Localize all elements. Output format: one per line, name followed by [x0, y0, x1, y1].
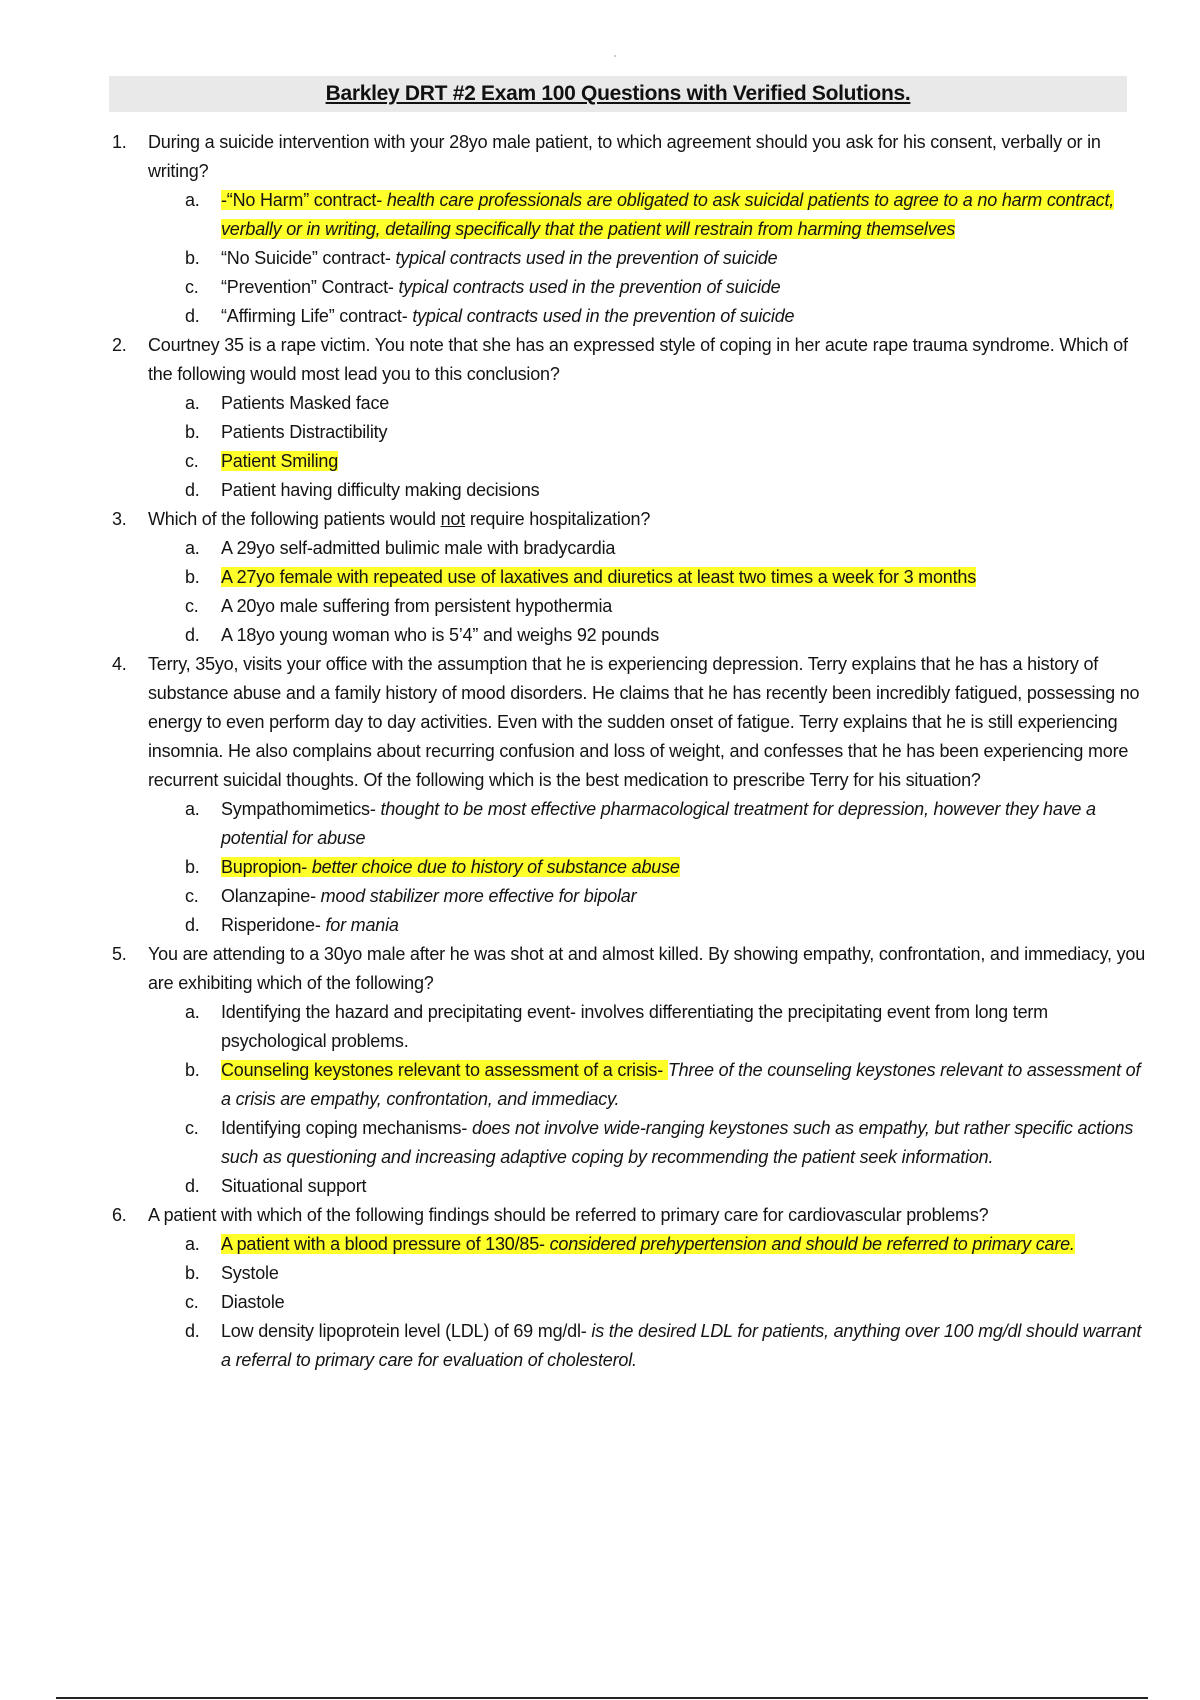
question-4: [112, 650, 1147, 795]
option-1d: [112, 302, 1147, 331]
option-letter: b.: [185, 567, 200, 587]
option-letter: d.: [185, 915, 200, 935]
option-text: “Prevention” Contract-: [221, 277, 399, 297]
option-letter: a.: [185, 190, 200, 210]
option-explanation: considered prehypertension and should be referred to primary care.: [549, 1234, 1075, 1254]
option-letter: c.: [185, 886, 199, 906]
question-stem: You are attending to a 30yo male after he was shot at and almost killed. By showing empathy, confrontation, and immediacy, you are exhibiting which of the following?: [148, 944, 1146, 993]
page-bottom-rule: [56, 1697, 1148, 1699]
option-explanation: better choice due to history of substance abuse: [311, 857, 680, 877]
option-letter: d.: [185, 1176, 200, 1196]
options-list: [112, 534, 1147, 650]
option-text: “Affirming Life” contract-: [221, 306, 413, 326]
option-letter: d.: [185, 625, 200, 645]
option-text: Sympathomimetics-: [221, 799, 381, 819]
question-number: 6.: [112, 1205, 127, 1225]
option-text: Bupropion-: [221, 857, 312, 877]
option-text: “No Suicide” contract-: [221, 248, 396, 268]
option-explanation: health care professionals are obligated to ask suicidal patients to agree to a no harm contract, verbally or in writing, detailing specifically that the patient will restrain from harming themselves: [221, 190, 1115, 239]
option-letter: d.: [185, 1321, 200, 1341]
correct-answer-highlight: [221, 857, 680, 877]
option-6c: [112, 1288, 1147, 1317]
option-letter: a.: [185, 393, 200, 413]
option-letter: c.: [185, 1292, 199, 1312]
option-text: Olanzapine-: [221, 886, 321, 906]
correct-answer-highlight: Patient Smiling: [221, 451, 339, 471]
option-letter: c.: [185, 596, 199, 616]
option-2a: [112, 389, 1147, 418]
option-explanation: thought to be most effective pharmacological treatment for depression, however they have a potential for abuse: [221, 799, 1096, 848]
option-text: Diastole: [221, 1292, 285, 1312]
options-list: [112, 1230, 1147, 1375]
option-text: Patient having difficulty making decisions: [221, 480, 540, 500]
option-5a: [112, 998, 1147, 1056]
option-6b: [112, 1259, 1147, 1288]
option-letter: a.: [185, 1234, 200, 1254]
question-number: 1.: [112, 132, 127, 152]
option-text: Risperidone-: [221, 915, 326, 935]
option-text: -“No Harm” contract-: [221, 190, 387, 210]
option-explanation: for mania: [325, 915, 399, 935]
option-explanation: typical contracts used in the prevention of suicide: [412, 306, 795, 326]
correct-answer-highlight: A 27yo female with repeated use of laxatives and diuretics at least two times a week for 3 months: [221, 567, 977, 587]
question-list: [112, 128, 1147, 1375]
title-banner: [109, 76, 1127, 112]
option-4c: [112, 882, 1147, 911]
option-text: A patient with a blood pressure of 130/85-: [221, 1234, 550, 1254]
option-text: Identifying coping mechanisms-: [221, 1118, 472, 1138]
option-text: A 20yo male suffering from persistent hypothermia: [221, 596, 613, 616]
option-explanation: does not involve wide-ranging keystones such as empathy, but rather specific actions such as questioning and increasing adaptive coping by recommending the patient seek information.: [221, 1118, 1134, 1167]
option-letter: c.: [185, 1118, 199, 1138]
option-explanation: Three of the counseling keystones relevant to assessment of a crisis are empathy, confrontation, and immediacy.: [221, 1060, 1141, 1109]
question-2: [112, 331, 1147, 389]
option-3b: [112, 563, 1147, 592]
option-2c: [112, 447, 1147, 476]
question-number: 2.: [112, 335, 127, 355]
option-letter: c.: [185, 451, 199, 471]
option-4a: [112, 795, 1147, 853]
options-list: [112, 186, 1147, 331]
option-letter: b.: [185, 1263, 200, 1283]
correct-answer-highlight: Counseling keystones relevant to assessment of a crisis-: [221, 1060, 668, 1080]
scan-speck: [614, 55, 616, 57]
question-stem-part: require hospitalization?: [465, 509, 651, 529]
option-2d: [112, 476, 1147, 505]
option-text: Low density lipoprotein level (LDL) of 69 mg/dl-: [221, 1321, 592, 1341]
option-text: A 29yo self-admitted bulimic male with bradycardia: [221, 538, 616, 558]
option-1a: [112, 186, 1147, 244]
option-4b: [112, 853, 1147, 882]
question-number: 4.: [112, 654, 127, 674]
option-3a: [112, 534, 1147, 563]
question-stem-part: Which of the following patients would: [148, 509, 441, 529]
option-letter: c.: [185, 277, 199, 297]
options-list: [112, 998, 1147, 1201]
question-6: [112, 1201, 1147, 1230]
option-3c: [112, 592, 1147, 621]
option-letter: a.: [185, 799, 200, 819]
correct-answer-highlight: [221, 1234, 1075, 1254]
option-5c: [112, 1114, 1147, 1172]
option-letter: a.: [185, 538, 200, 558]
option-5b: [112, 1056, 1147, 1114]
option-text: Patients Masked face: [221, 393, 390, 413]
question-stem: A patient with which of the following findings should be referred to primary care for cardiovascular problems?: [148, 1205, 989, 1225]
option-letter: b.: [185, 248, 200, 268]
options-list: [112, 389, 1147, 505]
question-number: 5.: [112, 944, 127, 964]
option-text: Systole: [221, 1263, 279, 1283]
question-stem: During a suicide intervention with your 28yo male patient, to which agreement should you ask for his consent, verbally or in writing?: [148, 132, 1101, 181]
question-stem: Terry, 35yo, visits your office with the assumption that he is experiencing depression. Terry explains that he has a history of substance abuse and a family history of mood disorders. He claims that he has recently been incredibly fatigued, possessing no energy to even perform day to day activities. Even with the sudden onset of fatigue. Terry explains that he is still experiencing insomnia. He also complains about recurring confusion and loss of weight, and confesses that he has been experiencing more recurrent suicidal thoughts. Of the following which is the best medication to prescribe Terry for his situation?: [148, 654, 1140, 790]
option-explanation: mood stabilizer more effective for bipolar: [320, 886, 637, 906]
question-stem-underlined: not: [440, 509, 466, 529]
option-letter: d.: [185, 480, 200, 500]
option-5d: [112, 1172, 1147, 1201]
document-title: Barkley DRT #2 Exam 100 Questions with Verified Solutions.: [325, 82, 911, 105]
question-number: 3.: [112, 509, 127, 529]
question-1: [112, 128, 1147, 186]
question-stem: Courtney 35 is a rape victim. You note that she has an expressed style of coping in her acute rape trauma syndrome. Which of the following would most lead you to this conclusion?: [148, 335, 1128, 384]
option-letter: b.: [185, 1060, 200, 1080]
option-letter: b.: [185, 422, 200, 442]
option-3d: [112, 621, 1147, 650]
option-explanation: typical contracts used in the prevention of suicide: [398, 277, 781, 297]
option-letter: b.: [185, 857, 200, 877]
option-1b: [112, 244, 1147, 273]
option-explanation: typical contracts used in the prevention of suicide: [395, 248, 778, 268]
options-list: [112, 795, 1147, 940]
option-letter: a.: [185, 1002, 200, 1022]
question-stem: [148, 509, 650, 529]
option-text: A 18yo young woman who is 5’4” and weighs 92 pounds: [221, 625, 660, 645]
correct-answer-highlight: [221, 190, 1114, 239]
option-2b: [112, 418, 1147, 447]
question-5: [112, 940, 1147, 998]
option-6d: [112, 1317, 1147, 1375]
option-letter: d.: [185, 306, 200, 326]
option-explanation: is the desired LDL for patients, anything over 100 mg/dl should warrant a referral to primary care for evaluation of cholesterol.: [221, 1321, 1142, 1370]
option-text: Situational support: [221, 1176, 367, 1196]
question-3: [112, 505, 1147, 534]
option-1c: [112, 273, 1147, 302]
option-text: Patients Distractibility: [221, 422, 388, 442]
option-6a: [112, 1230, 1147, 1259]
option-text: Identifying the hazard and precipitating event- involves differentiating the precipitating event from long term psychological problems.: [221, 1002, 1048, 1051]
option-4d: [112, 911, 1147, 940]
